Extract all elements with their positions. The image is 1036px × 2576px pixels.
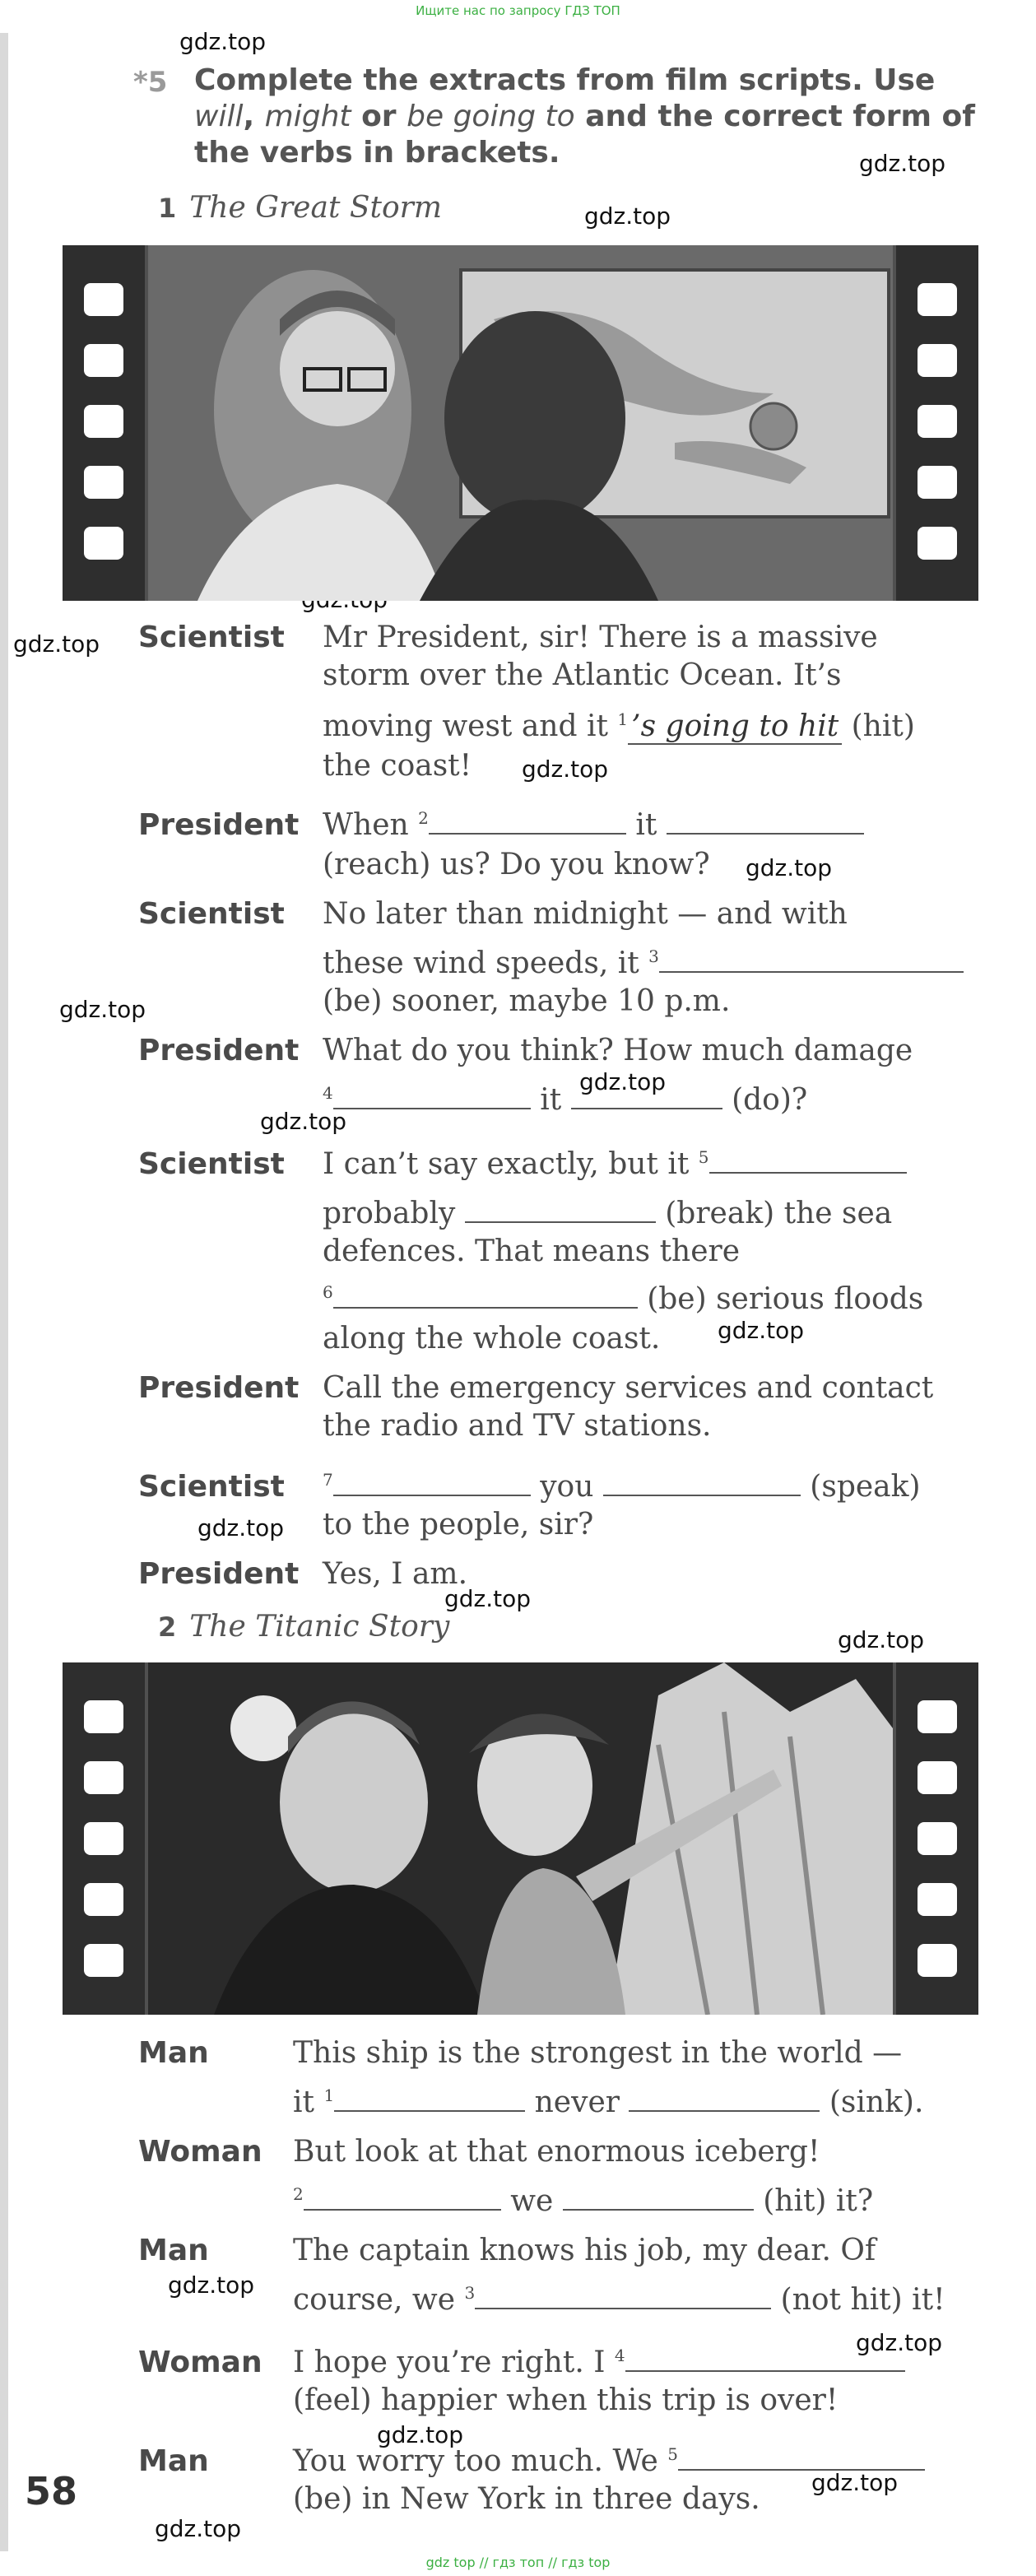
answer-blank[interactable]: [465, 1197, 656, 1223]
speaker-label: President: [138, 1371, 300, 1405]
watermark: gdz.top: [811, 2469, 899, 2496]
dialogue-line: defences. That means there: [323, 1235, 741, 1268]
speaker-label: President: [138, 1034, 300, 1067]
dialogue-line: What do you think? How much damage: [323, 1034, 913, 1067]
dialogue-line: I hope you’re right. I $^4$: [293, 2346, 905, 2379]
watermark: gdz.top: [168, 2271, 255, 2299]
page-edge-shadow: [0, 33, 8, 2551]
dialogue-line: it $^1$ never (sink).: [293, 2085, 924, 2119]
film-illustration-storm: [63, 245, 978, 601]
dialogue-line: (be) sooner, maybe 10 p.m.: [323, 984, 731, 1018]
dialogue-line: (feel) happier when this trip is over!: [293, 2383, 839, 2417]
speaker-label: Scientist: [138, 621, 285, 654]
speaker-label: President: [138, 808, 300, 842]
watermark: gdz.top: [377, 2421, 464, 2448]
dialogue-line: Call the emergency services and contact: [323, 1371, 934, 1405]
speaker-label: Scientist: [138, 1470, 285, 1504]
dialogue-line: Yes, I am.: [323, 1557, 468, 1591]
dialogue-line: (reach) us? Do you know?: [323, 848, 710, 881]
dialogue-line: the radio and TV stations.: [323, 1409, 712, 1443]
dialogue-line: storm over the Atlantic Ocean. It’s: [323, 658, 842, 692]
dialogue-line: You worry too much. We $^5$: [293, 2444, 925, 2478]
answer-blank[interactable]: [304, 2184, 501, 2211]
watermark: gdz.top: [584, 202, 671, 230]
answer-blank[interactable]: [709, 1147, 907, 1174]
dialogue-line: to the people, sir?: [323, 1508, 594, 1541]
answer-blank[interactable]: [603, 1470, 801, 1496]
answer-blank[interactable]: [667, 808, 864, 835]
answer-blank[interactable]: [333, 1282, 638, 1309]
dialogue-line: $^7$ you (speak): [323, 1470, 921, 1504]
speaker-label: President: [138, 1557, 300, 1591]
answer-blank[interactable]: [659, 946, 964, 973]
dialogue-line: I can’t say exactly, but it $^5$: [323, 1147, 907, 1181]
watermark: gdz.top: [579, 1068, 667, 1095]
watermark: gdz.top: [179, 28, 267, 55]
dialogue-line: $^4$ it (do)?: [323, 1083, 808, 1117]
section-title: 2 The Titanic Story: [158, 1610, 450, 1644]
watermark: gdz.top: [197, 1514, 285, 1541]
answer-blank[interactable]: [475, 2283, 771, 2309]
watermark: gdz.top: [746, 854, 833, 881]
speaker-label: Scientist: [138, 897, 285, 931]
task-number: *5: [133, 66, 168, 99]
answer-blank[interactable]: [333, 1083, 531, 1109]
top-banner[interactable]: Ищите нас по запросу ГДЗ ТОП: [416, 3, 620, 18]
watermark: gdz.top: [838, 1626, 925, 1653]
film-illustration-titanic: [63, 1662, 978, 2015]
speaker-label: Man: [138, 2234, 209, 2267]
task-instructions: Complete the extracts from film scripts. Use will, might or be going to and the correct form of the verbs in brackets.: [194, 63, 975, 170]
watermark: gdz.top: [59, 996, 146, 1023]
dialogue-line: This ship is the strongest in the world —: [293, 2036, 903, 2070]
speaker-label: Scientist: [138, 1147, 285, 1181]
watermark: gdz.top: [522, 756, 609, 783]
answer-blank[interactable]: [629, 2085, 820, 2112]
dialogue-line: these wind speeds, it $^3$: [323, 946, 964, 980]
speaker-label: Woman: [138, 2346, 262, 2379]
answer-blank[interactable]: [334, 2085, 525, 2112]
watermark: gdz.top: [155, 2515, 242, 2542]
speaker-label: Man: [138, 2444, 209, 2478]
watermark: gdz.top: [859, 150, 946, 177]
answer-handwritten: ’s going to hit: [628, 709, 842, 745]
dialogue-line: moving west and it $^1$ ’s going to hit (hit): [323, 709, 915, 743]
answer-blank[interactable]: [429, 808, 626, 835]
dialogue-line: The captain knows his job, my dear. Of: [293, 2234, 876, 2267]
dialogue-line: But look at that enormous iceberg!: [293, 2135, 820, 2169]
watermark: gdz.top: [260, 1108, 347, 1135]
dialogue-line: When $^2$ it: [323, 808, 864, 842]
page-number: 58: [25, 2469, 78, 2513]
dialogue-line: course, we $^3$ (not hit) it!: [293, 2283, 945, 2317]
watermark: gdz.top: [856, 2329, 943, 2356]
watermark: gdz.top: [13, 630, 100, 658]
answer-blank[interactable]: [625, 2346, 905, 2372]
section-title: 1 The Great Storm: [158, 191, 443, 225]
dialogue-line: $^6$ (be) serious floods: [323, 1282, 924, 1316]
answer-blank[interactable]: [678, 2444, 925, 2471]
speaker-label: Man: [138, 2036, 209, 2070]
speaker-label: Woman: [138, 2135, 262, 2169]
dialogue-line: (be) in New York in three days.: [293, 2482, 760, 2516]
dialogue-line: No later than midnight — and with: [323, 897, 848, 931]
dialogue-line: along the whole coast.: [323, 1322, 661, 1355]
dialogue-line: probably (break) the sea: [323, 1197, 893, 1230]
bottom-banner[interactable]: gdz top // гдз топ // гдз top: [425, 2555, 611, 2570]
answer-blank[interactable]: [571, 1083, 722, 1109]
watermark: gdz.top: [444, 1585, 532, 1612]
dialogue-line: Mr President, sir! There is a massive: [323, 621, 878, 654]
dialogue-line: $^2$ we (hit) it?: [293, 2184, 874, 2218]
answer-blank[interactable]: [333, 1470, 531, 1496]
watermark: gdz.top: [718, 1317, 805, 1344]
dialogue-line: the coast!: [323, 749, 472, 783]
answer-blank[interactable]: [563, 2184, 754, 2211]
